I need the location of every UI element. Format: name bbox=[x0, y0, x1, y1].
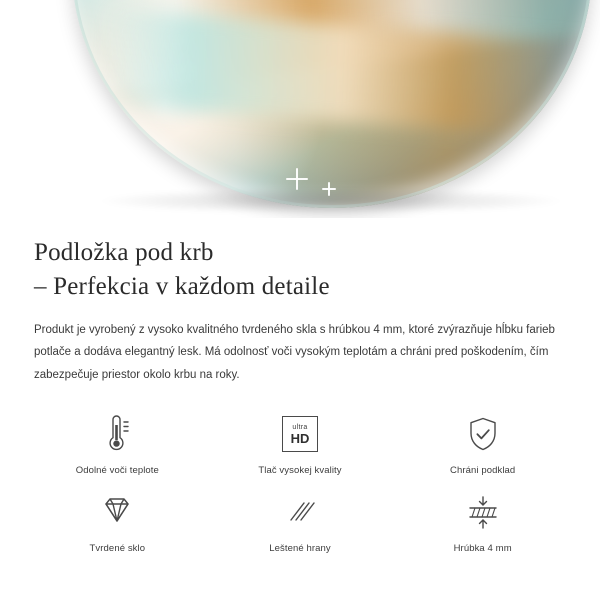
thickness-icon bbox=[461, 490, 505, 534]
ultra-hd-top-text: ultra bbox=[292, 423, 308, 431]
feature-label: Hrúbka 4 mm bbox=[453, 543, 512, 555]
glass-edge-highlight bbox=[72, 0, 592, 208]
disc-drop-shadow bbox=[96, 188, 566, 214]
title-line-1: Podložka pod krb bbox=[34, 239, 214, 266]
feature-label: Tlač vysokej kvality bbox=[258, 465, 342, 477]
feature-item-tempered-glass bbox=[26, 490, 209, 554]
feature-item-polished-edges bbox=[209, 490, 392, 554]
feature-item-surface-protection bbox=[391, 412, 574, 476]
feature-label: Leštené hrany bbox=[269, 543, 331, 555]
title-line-2: – Perfekcia v každom detaile bbox=[34, 272, 330, 300]
feature-label: Tvrdené sklo bbox=[89, 543, 146, 555]
feature-item-print-quality bbox=[209, 412, 392, 476]
feature-grid bbox=[0, 412, 600, 554]
ultra-hd-icon bbox=[282, 412, 318, 456]
shield-check-icon bbox=[463, 412, 503, 456]
feature-label: Odolné voči teplote bbox=[75, 465, 159, 477]
ultra-hd-bottom-text: HD bbox=[290, 430, 310, 446]
text-content bbox=[0, 218, 600, 386]
hero-image bbox=[0, 0, 600, 218]
glass-disc-image bbox=[72, 0, 592, 208]
feature-item-heat-resistant bbox=[26, 412, 209, 476]
feature-item-thickness bbox=[391, 490, 574, 554]
thermometer-icon bbox=[97, 412, 137, 456]
polished-edges-icon bbox=[278, 490, 322, 534]
page-title bbox=[34, 236, 566, 303]
diamond-icon bbox=[95, 490, 139, 534]
description-paragraph: Produkt je vyrobený z vysoko kvalitného tvrdeného skla s hrúbkou 4 mm, ktoré zvýrazňuje hĺbku farieb potlače a dodáva elegantný lesk. Má odolnosť voči vysokým teplotám a chráni pred poškodením, čím zabezpečuje priestor okolo krbu na roky. bbox=[34, 324, 555, 381]
feature-label: Chráni podklad bbox=[450, 465, 516, 477]
